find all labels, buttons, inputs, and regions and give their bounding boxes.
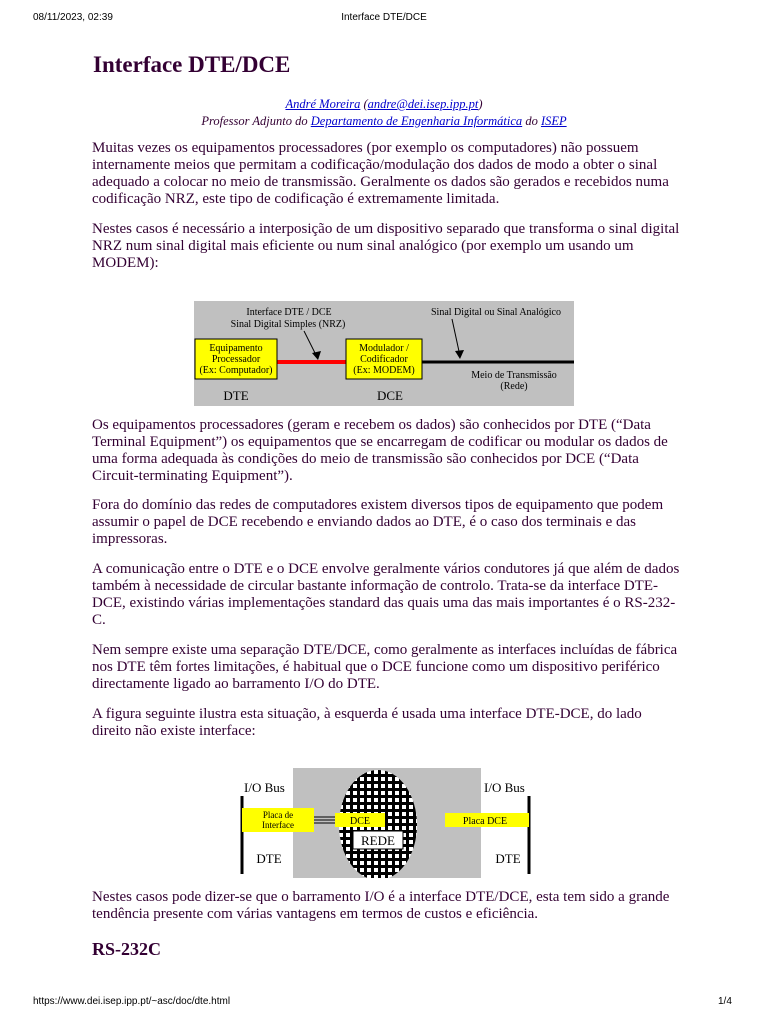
paragraph-5: A comunicação entre o DTE e o DCE envolve geralmente vários condutores já que além de dados também à necessidade de circular bastante informação de controlo. Trata-se da interface DTE-DCE, existindo várias implementações standard das quais uma das mais importantes é o RS-232-C. — [92, 561, 680, 628]
paragraph-3: Os equipamentos processadores (geram e recebem os dados) são conhecidos por DTE (“Data Terminal Equipment”) os equipamentos que se encarregam de codificar ou modular os dados de uma forma adequada às condições do meio de transmissão são conhecidos por DCE (“Data Circuit-terminating Equipment”). — [92, 417, 668, 484]
section-heading-rs232c: RS-232C — [92, 939, 162, 959]
author-open-paren: ( — [360, 97, 368, 111]
dce-card-label: Placa DCE — [462, 816, 508, 827]
paragraph-7: A figura seguinte ilustra esta situação, à esquerda é usada uma interface DTE-DCE, do lado direito não existe interface: — [92, 706, 642, 739]
author-role-line — [93, 113, 675, 130]
print-page-number: 1/4 — [718, 996, 732, 1007]
isep-link[interactable]: ISEP — [540, 114, 567, 128]
label-dte: DTE — [223, 388, 249, 403]
print-page-title: Interface DTE/DCE — [341, 12, 427, 23]
author-close-paren: ) — [478, 97, 483, 111]
paragraph-4: Fora do domínio das redes de computadores existem diversos tipos de equipamento que podem assumir o papel de DCE recebendo e enviando dados ao DTE, é o caso dos terminais e das impressoras. — [92, 497, 664, 547]
interface-card-line-1: Placa de — [262, 810, 294, 820]
author-name-link[interactable]: André Moreira — [285, 97, 361, 111]
modem-box-line-2: Codificador — [360, 354, 408, 365]
department-link[interactable]: Departamento de Engenharia Informática — [310, 114, 523, 128]
modem-box-line-3: (Ex: MODEM) — [353, 365, 415, 376]
right-io-bus-label: I/O Bus — [484, 780, 525, 795]
dte-dce-diagram — [194, 301, 574, 406]
paragraph-8: Nestes casos pode dizer-se que o barramento I/O é a interface DTE/DCE, esta tem sido a grande tendência presente com várias vantagens em termos de custos e eficiência. — [92, 889, 670, 922]
dce-box-label: DCE — [350, 816, 370, 827]
author-role-prefix: Professor Adjunto do — [201, 114, 311, 128]
label-digital-analog-signal: Sinal Digital ou Sinal Analógico — [431, 307, 561, 318]
processor-box-line-2: Processador — [211, 354, 261, 365]
interface-card-line-2: Interface — [262, 820, 294, 830]
print-datetime: 08/11/2023, 02:39 — [33, 12, 113, 23]
processor-box-line-1: Equipamento — [209, 343, 263, 354]
author-role-mid: do — [522, 114, 541, 128]
medium-label-line-2: (Rede) — [500, 381, 528, 392]
left-dte-label: DTE — [256, 851, 282, 866]
network-label: REDE — [361, 833, 395, 848]
paragraph-6: Nem sempre existe uma separação DTE/DCE, como geralmente as interfaces incluídas de fábrica nos DTE têm fortes limitações, é habitual que o DCE funcione como um dispositivo periférico directamente ligado ao barramento I/O do DTE. — [92, 642, 678, 692]
author-block — [93, 96, 675, 130]
author-line — [93, 96, 675, 113]
processor-box-line-3: (Ex: Computador) — [199, 365, 273, 376]
right-dte-label: DTE — [495, 851, 521, 866]
io-bus-diagram — [239, 768, 531, 878]
page-title: Interface DTE/DCE — [93, 52, 291, 77]
left-io-bus-label: I/O Bus — [244, 780, 285, 795]
print-url: https://www.dei.isep.ipp.pt/~asc/doc/dte.html — [33, 996, 231, 1007]
paragraph-1: Muitas vezes os equipamentos processadores (por exemplo os computadores) não possuem internamente meios que permitam a codificação/modulação dos dados de modo a obter o sinal adequado a colocar no meio de transmissão. Geralmente os dados são gerados e recebidos numa codificação NRZ, este tipo de codificação é extremamente limitada. — [92, 140, 669, 207]
author-email-link[interactable]: andre@dei.isep.ipp.pt — [367, 97, 479, 111]
label-dce: DCE — [377, 388, 403, 403]
modem-box-line-1: Modulador / — [359, 343, 409, 354]
paragraph-2: Nestes casos é necessário a interposição de um dispositivo separado que transforma o sinal digital NRZ num sinal digital mais eficiente ou num sinal analógico (por exemplo um usando um MODEM): — [92, 221, 680, 271]
label-interface-dte-dce: Interface DTE / DCE — [246, 307, 332, 318]
label-nrz: Sinal Digital Simples (NRZ) — [230, 319, 346, 330]
medium-label-line-1: Meio de Transmissão — [471, 370, 557, 381]
